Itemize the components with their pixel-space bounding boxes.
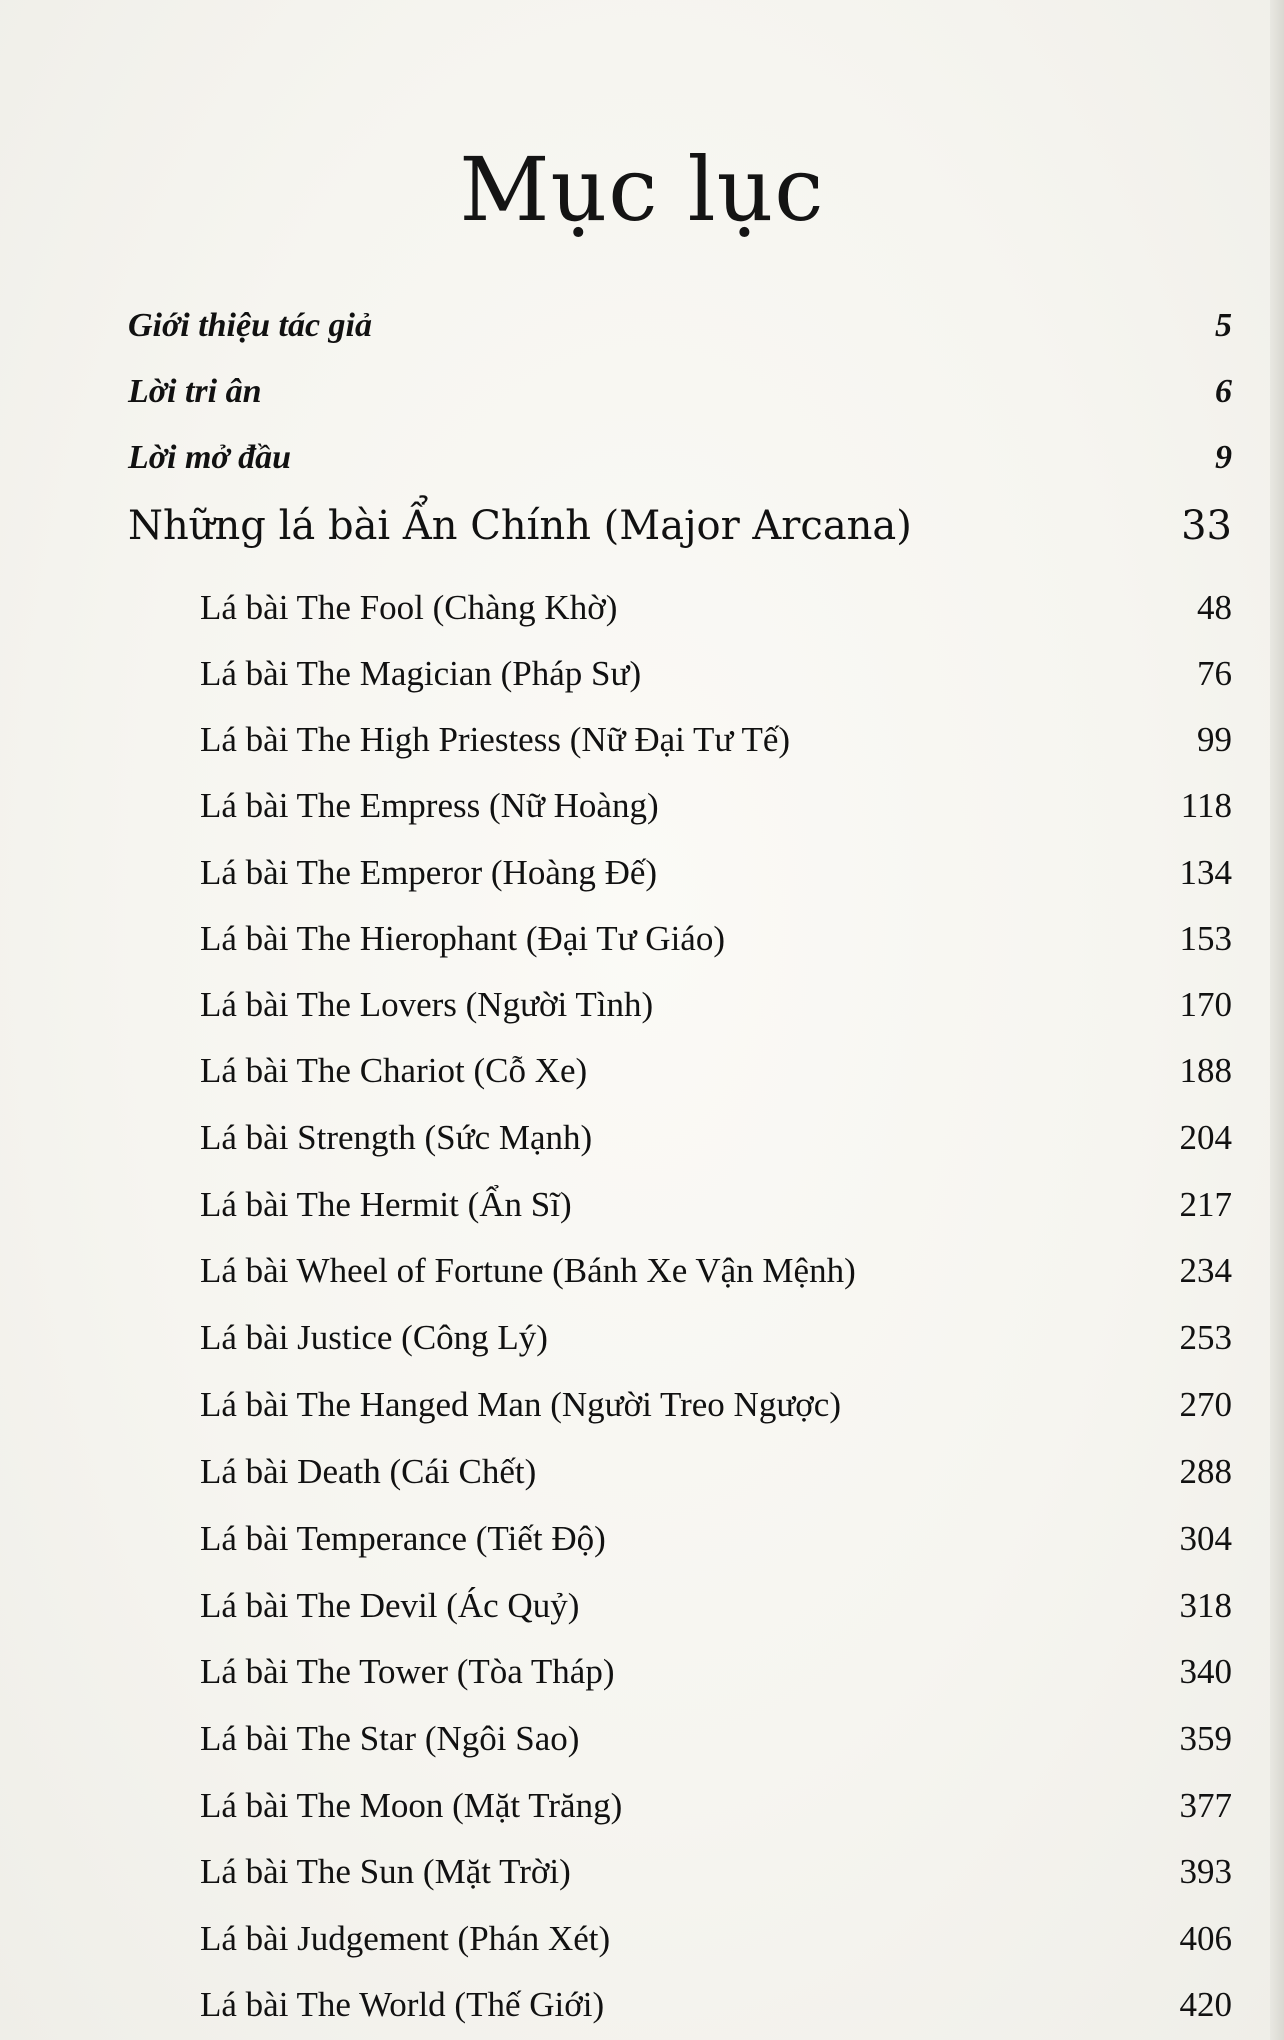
toc-entry-label: Lá bài The Tower (Tòa Tháp) xyxy=(200,1652,615,1691)
toc-entry-page: 9 xyxy=(1215,439,1232,476)
toc-entry-label: Lá bài The Moon (Mặt Trăng) xyxy=(200,1786,623,1825)
page-title: Mục lục xyxy=(459,138,825,241)
toc-entry-page: 48 xyxy=(1197,588,1232,627)
toc-card-entry xyxy=(200,1116,1232,1160)
toc-card-entry xyxy=(200,1049,1232,1093)
toc-entry-label: Lá bài Judgement (Phán Xét) xyxy=(200,1919,611,1958)
toc-card-entry xyxy=(200,1917,1232,1961)
toc-entry-page: 204 xyxy=(1179,1118,1232,1157)
toc-entry-label: Lá bài The Sun (Mặt Trời) xyxy=(200,1852,571,1891)
toc-entry-label: Lá bài The Empress (Nữ Hoàng) xyxy=(200,786,659,825)
toc-entry-page: 359 xyxy=(1179,1719,1232,1758)
toc-entry-label: Giới thiệu tác giả xyxy=(128,307,372,344)
toc-entry-page: 288 xyxy=(1179,1452,1232,1491)
toc-card-entry xyxy=(200,652,1232,696)
toc-entry-label: Lá bài The High Priestess (Nữ Đại Tư Tế) xyxy=(200,720,791,759)
toc-entry-page: 420 xyxy=(1179,1985,1232,2024)
toc-entry-page: 234 xyxy=(1179,1251,1232,1290)
toc-entry-page: 377 xyxy=(1179,1786,1232,1825)
toc-entry-label: Lá bài The World (Thế Giới) xyxy=(200,1985,605,2024)
toc-entry-label: Lá bài Wheel of Fortune (Bánh Xe Vận Mệnh) xyxy=(200,1251,856,1290)
toc-entry-page: 318 xyxy=(1179,1586,1232,1625)
toc-entry-label: Lá bài The Hermit (Ẩn Sĩ) xyxy=(200,1185,572,1224)
toc-card-entry xyxy=(200,1584,1232,1628)
toc-entry-label: Lá bài The Chariot (Cỗ Xe) xyxy=(200,1051,588,1090)
toc-entry-page: 118 xyxy=(1180,786,1232,825)
toc-entry-label: Lá bài The Hanged Man (Người Treo Ngược) xyxy=(200,1385,841,1424)
toc-card-entry xyxy=(200,1249,1232,1293)
toc-card-entry xyxy=(200,1784,1232,1828)
toc-card-entry xyxy=(200,917,1232,961)
toc-entry-label: Lá bài The Fool (Chàng Khờ) xyxy=(200,588,618,627)
toc-entry-page: 5 xyxy=(1215,307,1232,344)
toc-entry-page: 304 xyxy=(1179,1519,1232,1558)
toc-card-entry xyxy=(200,586,1232,630)
toc-part-major-arcana xyxy=(128,500,1232,552)
toc-entry-label: Lời mở đầu xyxy=(128,439,292,476)
toc-card-entry xyxy=(200,983,1232,1027)
toc-entry-label: Lá bài The Devil (Ác Quỷ) xyxy=(200,1586,580,1625)
toc-entry-page: 134 xyxy=(1179,853,1232,892)
toc-card-entry xyxy=(200,851,1232,895)
toc-entry-page: 270 xyxy=(1179,1385,1232,1424)
toc-entry-page: 188 xyxy=(1179,1051,1232,1090)
toc-card-entry xyxy=(200,1650,1232,1694)
toc-entry-page: 153 xyxy=(1179,919,1232,958)
toc-entry-label: Lá bài Temperance (Tiết Độ) xyxy=(200,1519,606,1558)
toc-entry-page: 6 xyxy=(1215,373,1232,410)
toc-card-entry xyxy=(200,1717,1232,1761)
toc-entry-page: 217 xyxy=(1179,1185,1232,1224)
toc-entry-label: Lá bài The Star (Ngôi Sao) xyxy=(200,1719,580,1758)
toc-entry-label: Lá bài The Emperor (Hoàng Đế) xyxy=(200,853,658,892)
toc-entry-acknowledgements xyxy=(128,370,1232,414)
toc-entry-page: 253 xyxy=(1179,1318,1232,1357)
toc-part-page: 33 xyxy=(1181,503,1232,549)
toc-entry-label: Lời tri ân xyxy=(128,373,262,410)
toc-card-entry xyxy=(200,1983,1232,2027)
toc-entry-label: Lá bài The Hierophant (Đại Tư Giáo) xyxy=(200,919,725,958)
toc-entry-page: 393 xyxy=(1179,1852,1232,1891)
toc-card-entry xyxy=(200,718,1232,762)
toc-entry-label: Lá bài Strength (Sức Mạnh) xyxy=(200,1118,593,1157)
toc-card-entry xyxy=(200,1850,1232,1894)
toc-card-entry xyxy=(200,1383,1232,1427)
toc-card-entry xyxy=(200,1517,1232,1561)
toc-entry-author-intro xyxy=(128,304,1232,348)
toc-entry-page: 76 xyxy=(1197,654,1232,693)
toc-entry-label: Lá bài Death (Cái Chết) xyxy=(200,1452,537,1491)
toc-entry-label: Lá bài The Lovers (Người Tình) xyxy=(200,985,654,1024)
toc-entry-label: Lá bài The Magician (Pháp Sư) xyxy=(200,654,642,693)
toc-entry-page: 340 xyxy=(1179,1652,1232,1691)
toc-card-entry xyxy=(200,1316,1232,1360)
toc-part-label: Những lá bài Ẩn Chính (Major Arcana) xyxy=(128,503,912,549)
toc-card-entry xyxy=(200,1450,1232,1494)
toc-card-entry xyxy=(200,784,1232,828)
toc-entry-page: 170 xyxy=(1179,985,1232,1024)
toc-card-entry xyxy=(200,1183,1232,1227)
toc-entry-page: 99 xyxy=(1197,720,1232,759)
toc-entry-page: 406 xyxy=(1179,1919,1232,1958)
toc-entry-label: Lá bài Justice (Công Lý) xyxy=(200,1318,548,1357)
toc-entry-preface xyxy=(128,436,1232,480)
